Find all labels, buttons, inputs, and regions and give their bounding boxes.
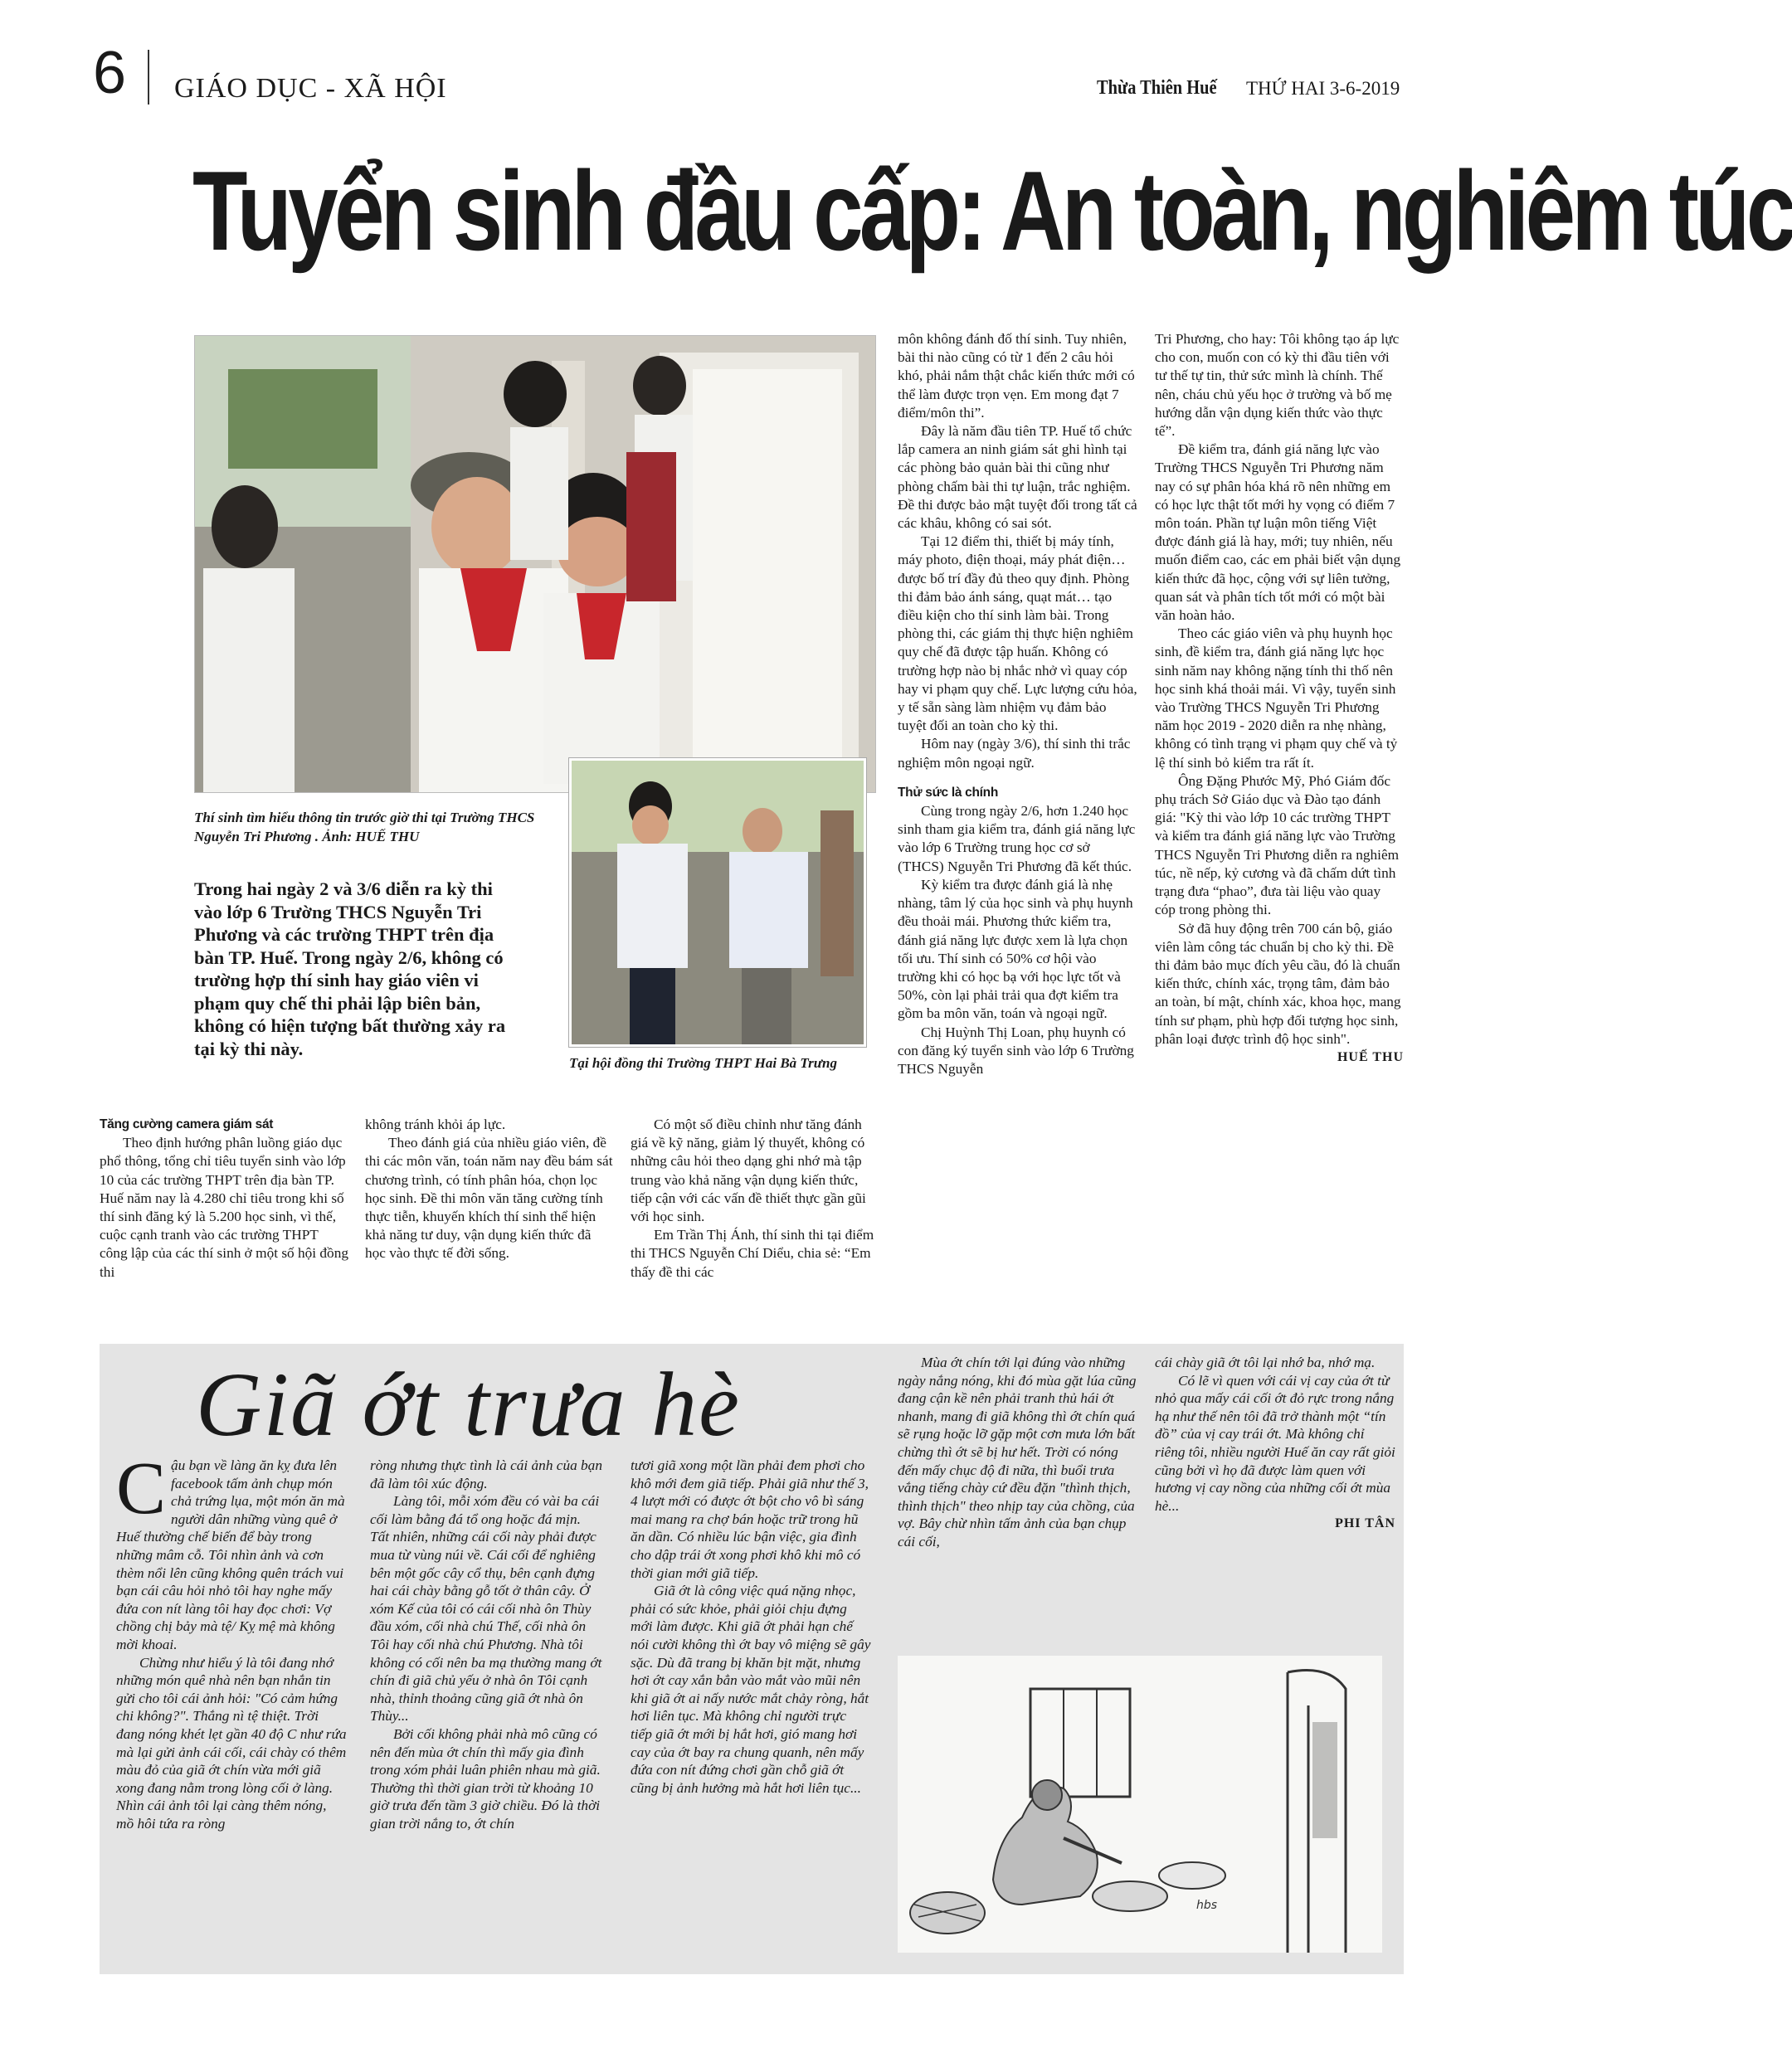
article-column-4 xyxy=(898,330,1138,1078)
paragraph: Chừng như hiểu ý là tôi đang nhớ những món quê nhà nên bạn nhắn tin gửi cho tôi cái ảnh hỏi: "Có cảm hứng chi không?". Thắng nì tệ thiệt. Trời đang nóng khét lẹt gần 40 độ C như rứa mà lại gửi ảnh cái cối, cái chày có thêm màu đỏ của giã ớt chín vừa mới giã xong đang nằm trong lòng cối ở làng. Nhìn cái ảnh tôi lại càng thêm nóng, mồ hôi tứa ra ròng xyxy=(116,1654,347,1832)
essay-column-5 xyxy=(1155,1354,1395,1533)
essay-column-3 xyxy=(631,1457,871,1797)
article-lead: Trong hai ngày 2 và 3/6 diễn ra kỳ thi vào lớp 6 Trường THCS Nguyễn Tri Phương và các trường THPT trên địa bàn TP. Huế. Trong ngày 2/6, không có trường hợp thí sinh hay giáo viên vi phạm quy chế thi phải lập biên bản, không có hiện tượng bất thường xảy ra tại kỳ thi này. xyxy=(194,878,506,1059)
paragraph: Theo đánh giá của nhiều giáo viên, đề thi các môn văn, toán năm nay đều bám sát chương trình, có tính phân hóa, chọn lọc học sinh. Đề thi môn văn tăng cường tính thực tiễn, khuyến khích thí sinh thể hiện khả năng tư duy, vận dụng kiến thức đã học vào thực tế đời sống. xyxy=(365,1135,613,1262)
essay-illustration xyxy=(898,1656,1382,1953)
paragraph: Cùng trong ngày 2/6, hơn 1.240 học sinh tham gia kiểm tra, đánh giá năng lực vào lớp 6 Trường trung học cơ sở (THCS) Nguyễn Tri Phương đã kết thúc. xyxy=(898,803,1136,874)
illustration-signature: hbs xyxy=(1196,1899,1218,1912)
paragraph: Giã ớt là công việc quá nặng nhọc, phải có sức khỏe, phải giỏi chịu đựng mới làm được. Khi giã ớt phải hạn chế nói cười không thì ớt bay vô miệng sẽ gây sặc. Dù đã trang bị khăn bịt mặt, nhưng hơi ớt cay xắn bẳn vào mắt vào mũi nên khi giã ớt ai nấy nước mắt chảy ròng, hắt hơi liên tục. Mà không chỉ người trực tiếp giã ớt mới bị hắt hơi, gió mang hơi cay của ớt bay ra chung quanh, nên mấy đứa con nít đứng chơi gần chỗ giã ớt cũng bị ảnh hưởng mà hắt hơi liên tục... xyxy=(631,1583,871,1796)
newspaper-name: Thừa Thiên Huế xyxy=(1097,77,1217,99)
paragraph: Làng tôi, mỗi xóm đều có vài ba cái cối làm bằng đá tổ ong hoặc đá mịn. Tất nhiên, những cái cối này phải được mua từ vùng núi về. Cái cối để nghiêng bên một gốc cây cổ thụ, bên cạnh đựng hai cái chày bằng gỗ tốt ở thân cây. Ở xóm Kế của tôi có cái cối nhà ôn Thùy đầu xóm, cối nhà chú Thế, cối nhà ôn Tôi hay cối nhà chú Phương. Nhà tôi không có cối nên ba mạ thường mang ớt chín đi giã chủ yếu ở nhà ôn Tôi cạnh nhà, thỉnh thoảng cũng giã ớt nhà ôn Thùy... xyxy=(370,1493,602,1725)
essay-column-2 xyxy=(370,1457,602,1832)
paragraph: cái chày giã ớt tôi lại nhớ ba, nhớ mạ. xyxy=(1155,1355,1376,1370)
issue-date: THỨ HAI 3-6-2019 xyxy=(1246,78,1400,99)
article-column-5 xyxy=(1155,330,1404,1067)
headline: Tuyển sinh đầu cấp: An toàn, nghiêm túc xyxy=(192,148,1792,274)
drop-cap: C xyxy=(116,1447,167,1530)
photo1-caption-text: Thí sinh tìm hiểu thông tin trước giờ thi tại Trường THCS Nguyễn Tri Phương . Ảnh: xyxy=(194,810,535,844)
paragraph: ròng nhưng thực tình là cái ảnh của bạn đã làm tôi xúc động. xyxy=(370,1457,602,1491)
paragraph: không tránh khỏi áp lực. xyxy=(365,1117,506,1132)
paragraph: tươi giã xong một lần phải đem phơi cho khô mới đem giã tiếp. Phải giã như thế 3, 4 lượt mới có được ớt bột cho vô bì sáng mai mang ra chợ bán hoặc trữ trong hũ ăn dần. Có nhiều lúc bận việc, gia đình cho dập trái ớt xong phơi khô khi mô có thời gian mới giã tiếp. xyxy=(631,1457,869,1581)
paragraph: Bởi cối không phải nhà mô cũng có nên đến mùa ớt chín thì mấy gia đình trong xóm phải luân phiên nhau mà giã. Thường thì thời gian trời từ khoảng 10 giờ trưa đến tầm 3 giờ chiều. Đó là thời gian trời nắng to, ớt chín xyxy=(370,1725,601,1832)
paragraph: Ông Đặng Phước Mỹ, Phó Giám đốc phụ trách Sở Giáo dục và Đào tạo đánh giá: "Kỳ thi vào lớp 10 các trường THPT và kiểm tra đánh giá năng lực vào Trường THCS Nguyễn Tri Phương diễn ra nghiêm túc, nề nếp, kỷ cương và đã chấm dứt tình trạng đưa “phao”, đưa tài liệu vào quay cóp trong phòng thi. xyxy=(1155,772,1400,918)
subhead-thu-suc: Thử sức là chính xyxy=(898,785,999,800)
paragraph: Có lẽ vì quen với cái vị cay của ớt từ nhỏ qua mấy cái cối ớt đỏ rực trong nắng hạ như thế nên tôi đã trở thành một “tín đồ” của vị cay trái ớt. Mà không chỉ riêng tôi, nhiều người Huế ăn cay rất giỏi cũng bởi vì họ đã được làm quen với hương vị cay nồng của những cối ớt mùa hè... xyxy=(1155,1372,1395,1514)
essay-title: Giã ớt trưa hè xyxy=(196,1354,741,1455)
article-column-2 xyxy=(365,1116,614,1263)
paragraph: Mùa ớt chín tới lại đúng vào những ngày nắng nóng, khi đó mùa gặt lúa cũng đang cận kề nên phải tranh thủ hái ớt nhanh, mang đi giã không thì ớt chín quá sẽ rụng hoặc lỡ gặp một cơn mưa lớn bất chừng thì ớt sẽ bị hư hết. Trời có nóng đến mấy chục độ đi nữa, thì buổi trưa vắng tiếng chày cứ đều đặn "thình thịch, thình thịch" theo nhịp tay của chồng, của vợ. Bây chừ nhìn tấm ảnh của bạn chụp cái cối, xyxy=(898,1355,1137,1550)
paragraph: Sở đã huy động trên 700 cán bộ, giáo viên làm công tác chuẩn bị cho kỳ thi. Đề thi đảm bảo mục đích yêu cầu, đó là chuẩn kiến thức, chính xác, trọng tâm, đảm bảo an toàn, bí mật, chính xác, khoa học, mang tính sư phạm, phù hợp đối tượng học sinh, phân loại được trình độ học sinh". xyxy=(1155,920,1401,1047)
paragraph: Theo các giáo viên và phụ huynh học sinh, đề kiểm tra, đánh giá năng lực học sinh năm nay không nặng tính thi thố nên học sinh khá thoải mái. Vì vậy, tuyển sinh vào Trường THCS Nguyễn Tri Phương năm học 2019 - 2020 diễn ra nhẹ nhàng, không có tình trạng vi phạm quy chế và tỷ lệ thí sinh bỏ kiểm tra rất ít. xyxy=(1155,625,1398,771)
essay-column-1 xyxy=(116,1447,347,1832)
photo1-caption xyxy=(194,808,543,846)
exam-board-photo xyxy=(194,335,876,793)
paragraph xyxy=(116,1447,347,1654)
paragraph: Tại 12 điểm thi, thiết bị máy tính, máy photo, điện thoại, máy phát điện… được bố trí đầy đủ theo quy định. Phòng thi đảm bảo ánh sáng, quạt mát… tạo điều kiện cho thí sinh làm bài. Trong phòng thi, các giám thị thực hiện nghiêm quy chế đã được tập huấn. Không có trường hợp nào bị nhắc nhở vì quay cóp hay vi phạm quy chế. Lực lượng cứu hỏa, y tế sẵn sàng làm nhiệm vụ đảm bảo tuyệt đối an toàn cho kỳ thi. xyxy=(898,533,1137,734)
paragraph-text: ậu bạn về làng ăn kỵ đưa lên facebook tấm ảnh chụp món chả trứng lụa, một món ăn mà người dân những vùng quê ở Huế thường chế biến để bày trong những mâm cỗ. Tôi nhìn ảnh và cơn thèm nổi lên cũng không quên trách vui bạn cái câu hỏi nhỏ tôi hay nghe mấy đứa con nít làng tôi hay đọc chơi: Vợ chồng chị bảy mà tệ/ Kỵ mệ mà không mời khoai. xyxy=(116,1457,345,1652)
paragraph: Tri Phương, cho hay: Tôi không tạo áp lực cho con, muốn con có kỳ thi đầu tiên với tư thế tự tin, thử sức mình là chính. Thế nên, cháu chủ yếu học ở trường và bố mẹ hướng dẫn vận dụng kiến thức vào thực tế”. xyxy=(1155,331,1400,440)
students-photo-illustration xyxy=(195,336,875,792)
hai-ba-trung-photo xyxy=(569,758,866,1047)
paragraph: Kỳ kiểm tra được đánh giá là nhẹ nhàng, tâm lý của học sinh và phụ huynh đều thoải mái. Phương thức kiểm tra, đánh giá năng lực được xem là lựa chọn tối ưu. Thí sinh có 50% cơ hội vào trường khi có học bạ với học lực tốt và 50%, còn lại phải trải qua đợt kiểm tra gồm ba môn văn, toán và ngoại ngữ. xyxy=(898,876,1133,1022)
exam-site-photo-illustration xyxy=(572,761,864,1044)
paragraph: Đây là năm đầu tiên TP. Huế tổ chức lắp camera an ninh giám sát ghi hình tại các phòng bảo quản bài thi cũng như phòng chấm bài thi tự luận, trắc nghiệm. Đề thi được bảo mật tuyệt đối trong tất cả các khâu, không có sai sót. xyxy=(898,423,1137,532)
paragraph: Theo định hướng phân luồng giáo dục phổ thông, tổng chỉ tiêu tuyển sinh vào lớp 10 của các trường THPT trên địa bàn TP. Huế năm nay là 4.280 chỉ tiêu trong khi số thí sinh đăng ký là 5.200 học sinh, vì thế, cuộc cạnh tranh vào các trường THPT công lập của các thí sinh ở một số hội đồng thi xyxy=(100,1135,348,1280)
photo2-caption: Tại hội đồng thi Trường THPT Hai Bà Trưng xyxy=(569,1055,837,1071)
paragraph: Em Trần Thị Ánh, thí sinh thi tại điểm thi THCS Nguyễn Chí Diểu, chia sẻ: “Em thấy đề thi các xyxy=(631,1227,874,1280)
page-number: 6 xyxy=(93,40,127,106)
paragraph: Hôm nay (ngày 3/6), thí sinh thi trắc nghiệm môn ngoại ngữ. xyxy=(898,736,1131,771)
paragraph: Có một số điều chỉnh như tăng đánh giá về kỹ năng, giảm lý thuyết, không có những câu hỏi theo dạng ghi nhớ mà tập trung vào khả năng vận dụng kiến thức, tiếp cận với các vấn đề thiết thực gần gũi với học sinh. xyxy=(631,1117,866,1225)
paragraph: Chị Huỳnh Thị Loan, phụ huynh có con đăng ký tuyển sinh vào lớp 6 Trường THCS Nguyễn xyxy=(898,1024,1134,1077)
pounding-chili-drawing xyxy=(898,1656,1382,1953)
photo1-caption-credit: HUẾ THU xyxy=(355,829,420,844)
section-title: GIÁO DỤC - XÃ HỘI xyxy=(174,73,447,104)
paragraph: Đề kiểm tra, đánh giá năng lực vào Trường THCS Nguyễn Tri Phương năm nay có sự phân hóa khá rõ nên những em có học lực thật tốt mới hy vọng có điểm 7 môn toán. Phần tự luận môn tiếng Việt được đánh giá là hay, mới; tuy nhiên, nếu muốn điểm cao, các em phải biết vận dụng kiến thức đã học, cộng với sự liên tưởng, quan sát và phân tích tốt mới có một bài văn hoàn hảo. xyxy=(1155,441,1401,624)
article-byline: HUẾ THU xyxy=(1337,1049,1404,1064)
subhead-camera: Tăng cường camera giám sát xyxy=(100,1117,274,1131)
paragraph: môn không đánh đố thí sinh. Tuy nhiên, bài thi nào cũng có từ 1 đến 2 câu hỏi khó, phải nắm thật chắc kiến thức mới có thể làm được trọn vẹn. Em mong đạt 7 điểm/môn thi”. xyxy=(898,331,1135,421)
masthead-divider xyxy=(148,50,149,105)
essay-column-4 xyxy=(898,1354,1138,1551)
essay-byline: PHI TÂN xyxy=(1335,1516,1395,1531)
article-column-1 xyxy=(100,1116,348,1282)
article-column-3 xyxy=(631,1116,879,1282)
